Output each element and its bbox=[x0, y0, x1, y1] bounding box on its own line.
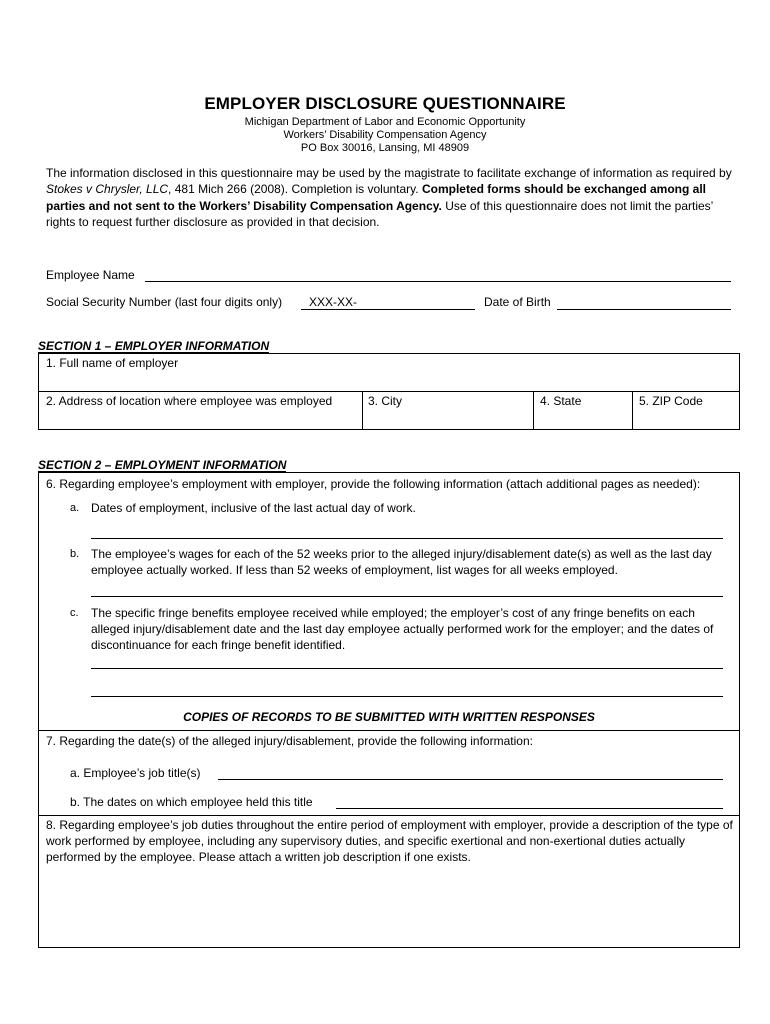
zip-label: 5. ZIP Code bbox=[639, 394, 703, 408]
question-6: 6. Regarding employee’s employment with employer, provide the following information (attach additional pages as needed): bbox=[46, 477, 701, 491]
agency-line-1: Michigan Department of Labor and Economic Opportunity bbox=[244, 116, 526, 128]
section-divider bbox=[38, 730, 740, 731]
copies-note: COPIES OF RECORDS TO BE SUBMITTED WITH WRITTEN RESPONSES bbox=[183, 710, 595, 724]
employee-name-label: Employee Name bbox=[46, 268, 135, 282]
intro-text-1: The information disclosed in this questionnaire may be used by the magistrate to facilitate exchange of information as required by bbox=[46, 166, 732, 180]
employee-name-field[interactable] bbox=[145, 281, 731, 282]
question-6c: The specific fringe benefits employee received while employed; the employer’s cost of any fringe benefits on each alleged injury/disablement date and the last day employee actually performed work for the employer; and the dates of discontinuance for each fringe benefit identified. bbox=[91, 606, 714, 652]
state-label: 4. State bbox=[540, 394, 582, 408]
q6b-answer-line[interactable] bbox=[91, 596, 723, 597]
intro-text-3: Use of this questionnaire does not limit the parties’ rights to request further disclosure as provided in that decision. bbox=[46, 198, 713, 229]
intro-bold-notice: Completed forms should be exchanged among all parties and not sent to the Workers’ Disability Compensation Agency. bbox=[46, 182, 706, 213]
section1-heading: SECTION 1 – EMPLOYER INFORMATION bbox=[38, 339, 270, 353]
agency-line-2: Workers’ Disability Compensation Agency bbox=[283, 129, 487, 141]
q6c-answer-line-1[interactable] bbox=[91, 668, 723, 669]
question-8: 8. Regarding employee’s job duties throughout the entire period of employment with employer, provide a description of the type of work performed by employee, including any supervisory duties, and specific exertional and non-exertional duties actually performed by the employee. Please attach a written job description if one exists. bbox=[46, 818, 733, 864]
section-divider bbox=[38, 815, 740, 816]
q6b-letter: b. bbox=[70, 548, 80, 560]
intro-paragraph bbox=[46, 165, 736, 230]
dob-label: Date of Birth bbox=[484, 295, 551, 309]
question-6b: The employee’s wages for each of the 52 weeks prior to the alleged injury/disablement date(s) as well as the last day employee actually worked. If less than 52 weeks of employment, list wages for all weeks employed. bbox=[91, 547, 712, 577]
q6c-answer-line-2[interactable] bbox=[91, 696, 723, 697]
q6c-letter: c. bbox=[70, 607, 79, 619]
q7a-answer-line[interactable] bbox=[218, 779, 723, 780]
question-7a: a. Employee’s job title(s) bbox=[70, 766, 201, 780]
q6a-answer-line[interactable] bbox=[91, 538, 723, 539]
intro-text-2: , 481 Mich 266 (2008). Completion is voluntary. bbox=[168, 182, 422, 197]
table-col-divider bbox=[533, 391, 534, 430]
section2-heading: SECTION 2 – EMPLOYMENT INFORMATION bbox=[38, 458, 287, 472]
agency-line-3: PO Box 30016, Lansing, MI 48909 bbox=[300, 142, 470, 154]
ssn-prefix: XXX-XX- bbox=[309, 295, 358, 309]
question-7b: b. The dates on which employee held this title bbox=[70, 795, 313, 809]
table-divider bbox=[38, 391, 740, 392]
question-7: 7. Regarding the date(s) of the alleged injury/disablement, provide the following information: bbox=[46, 734, 533, 748]
form-title: EMPLOYER DISCLOSURE QUESTIONNAIRE bbox=[204, 94, 566, 113]
dob-field[interactable] bbox=[557, 309, 731, 310]
q7b-answer-line[interactable] bbox=[336, 808, 723, 809]
ssn-label: Social Security Number (last four digits only) bbox=[46, 295, 283, 309]
employer-name-label: 1. Full name of employer bbox=[46, 356, 179, 370]
ssn-field[interactable] bbox=[301, 309, 475, 310]
table-col-divider bbox=[632, 391, 633, 430]
case-name: Stokes v Chrysler, LLC bbox=[46, 182, 169, 197]
address-label: 2. Address of location where employee was employed bbox=[46, 394, 333, 408]
question-6a: Dates of employment, inclusive of the last actual day of work. bbox=[91, 501, 416, 515]
city-label: 3. City bbox=[368, 394, 403, 408]
table-col-divider bbox=[362, 391, 363, 430]
q6a-letter: a. bbox=[70, 502, 80, 514]
